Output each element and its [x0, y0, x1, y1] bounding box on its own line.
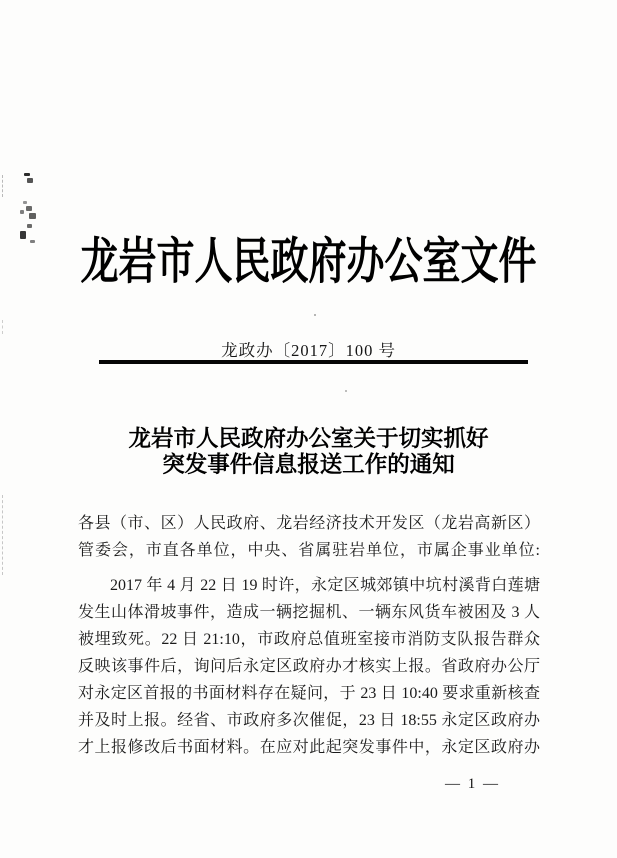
body-line: 2017 年 4 月 22 日 19 时许，永定区城郊镇中坑村溪背白莲塘	[110, 577, 540, 594]
body-line: 被埋致死。22 日 21:10，市政府总值班室接市消防支队报告群众	[78, 631, 540, 648]
body-line: 对永定区首报的书面材料存在疑问，于 23 日 10:40 要求重新核查	[78, 685, 540, 702]
body-line: 才上报修改后书面材料。在应对此起突发事件中，永定区政府办	[78, 739, 540, 756]
scan-artifact	[2, 320, 3, 334]
notice-title	[0, 426, 617, 478]
addressee-line: 管委会，市直各单位，中央、省属驻岩单位，市属企事业单位:	[78, 542, 540, 559]
scan-artifact	[2, 175, 3, 197]
header-rule	[99, 360, 528, 364]
scan-artifact	[23, 201, 27, 204]
body-line: 发生山体滑坡事件，造成一辆挖掘机、一辆东风货车被困及 3 人	[78, 604, 540, 621]
scan-artifact	[29, 213, 36, 219]
body-paragraph	[78, 572, 540, 761]
body-line: 并及时上报。经省、市政府多次催促，23 日 18:55 永定区政府办	[78, 712, 540, 729]
scan-artifact	[345, 390, 347, 392]
scan-artifact	[2, 495, 3, 575]
addressee-block	[78, 510, 540, 564]
notice-title-line-1: 龙岩市人民政府办公室关于切实抓好	[128, 426, 489, 451]
scan-artifact	[20, 210, 24, 214]
document-body	[78, 510, 540, 761]
letterhead-title: 龙岩市人民政府办公室文件	[80, 235, 537, 290]
scan-artifact	[26, 206, 32, 211]
scan-artifact	[24, 173, 30, 176]
scan-artifact	[314, 314, 316, 316]
body-line: 反映该事件后，询问后永定区政府办才核实上报。省政府办公厅	[78, 658, 540, 675]
addressee-line: 各县（市、区）人民政府、龙岩经济技术开发区（龙岩高新区）	[78, 515, 540, 532]
scan-artifact	[27, 178, 33, 183]
notice-title-line-2: 突发事件信息报送工作的通知	[162, 452, 455, 477]
page-number: — 1 —	[445, 776, 500, 792]
doc-number: 龙政办〔2017〕100 号	[221, 341, 396, 360]
